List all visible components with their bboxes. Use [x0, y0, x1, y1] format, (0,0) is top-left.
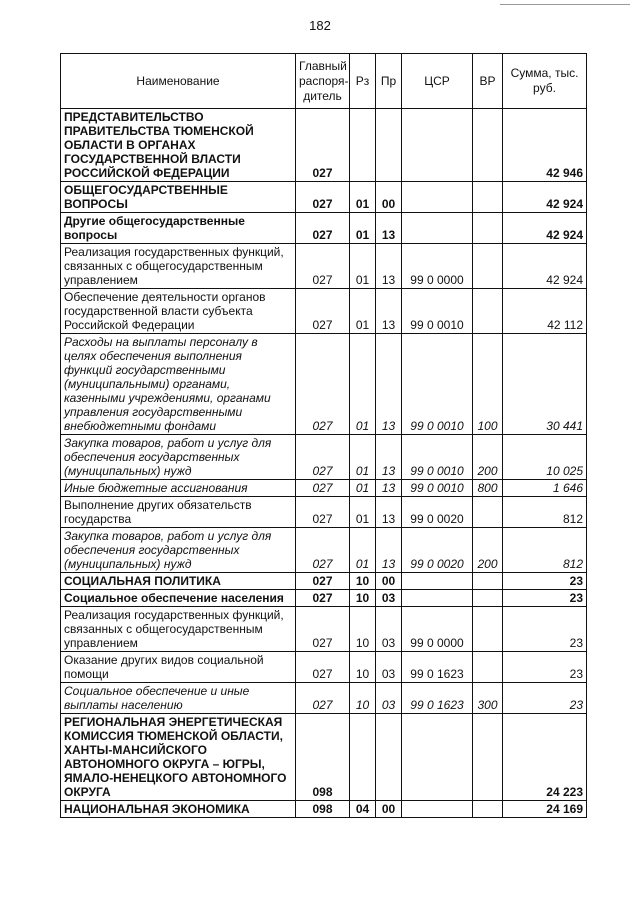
- cell-admin: 098: [296, 801, 350, 818]
- cell-name: Обеспечение деятельности органов государственной власти субъекта Российской Федерации: [61, 289, 296, 334]
- table-row: [61, 683, 587, 714]
- cell-rz: 10: [350, 573, 376, 590]
- cell-sum: 23: [503, 652, 587, 683]
- cell-name: Социальное обеспечение и иные выплаты населению: [61, 683, 296, 714]
- cell-admin: 098: [296, 714, 350, 801]
- cell-name: ОБЩЕГОСУДАРСТВЕННЫЕ ВОПРОСЫ: [61, 182, 296, 213]
- cell-sum: 812: [503, 497, 587, 528]
- table-row: [61, 480, 587, 497]
- table-row: [61, 528, 587, 573]
- cell-pr: 13: [376, 480, 402, 497]
- cell-sum: 1 646: [503, 480, 587, 497]
- cell-pr: 13: [376, 528, 402, 573]
- cell-name: Другие общегосударственные вопросы: [61, 213, 296, 244]
- cell-rz: 01: [350, 334, 376, 435]
- cell-rz: 01: [350, 213, 376, 244]
- cell-sum: 23: [503, 607, 587, 652]
- budget-table: [60, 53, 587, 818]
- cell-rz: 10: [350, 652, 376, 683]
- cell-name: СОЦИАЛЬНАЯ ПОЛИТИКА: [61, 573, 296, 590]
- table-row: [61, 334, 587, 435]
- cell-admin: 027: [296, 480, 350, 497]
- cell-csr: 99 0 0010: [402, 435, 473, 480]
- cell-vr: 200: [473, 435, 503, 480]
- cell-vr: [473, 109, 503, 182]
- cell-pr: 03: [376, 683, 402, 714]
- cell-rz: [350, 109, 376, 182]
- cell-csr: 99 0 0000: [402, 244, 473, 289]
- cell-pr: [376, 109, 402, 182]
- cell-name: ПРЕДСТАВИТЕЛЬСТВО ПРАВИТЕЛЬСТВА ТЮМЕНСКОЙ ОБЛАСТИ В ОРГАНАХ ГОСУДАРСТВЕННОЙ ВЛАСТИ РОССИЙСКОЙ ФЕДЕРАЦИИ: [61, 109, 296, 182]
- cell-vr: [473, 213, 503, 244]
- cell-sum: 42 924: [503, 182, 587, 213]
- cell-vr: [473, 497, 503, 528]
- cell-vr: 300: [473, 683, 503, 714]
- cell-sum: 10 025: [503, 435, 587, 480]
- cell-name: Расходы на выплаты персоналу в целях обеспечения выполнения функций государственными (муниципальными) органами, казенными учреждениями, органами управления государственными внебюджетными фондами: [61, 334, 296, 435]
- table-row: [61, 435, 587, 480]
- cell-pr: 13: [376, 289, 402, 334]
- cell-vr: [473, 714, 503, 801]
- cell-pr: 03: [376, 652, 402, 683]
- cell-vr: 800: [473, 480, 503, 497]
- cell-pr: 03: [376, 607, 402, 652]
- cell-csr: 99 0 0020: [402, 497, 473, 528]
- cell-rz: 01: [350, 289, 376, 334]
- cell-name: Социальное обеспечение населения: [61, 590, 296, 607]
- col-header-pr: Пр: [376, 54, 402, 109]
- cell-vr: [473, 573, 503, 590]
- top-rule: [500, 4, 630, 5]
- table-row: [61, 244, 587, 289]
- cell-csr: [402, 213, 473, 244]
- cell-pr: 13: [376, 497, 402, 528]
- cell-pr: [376, 714, 402, 801]
- cell-sum: 42 924: [503, 244, 587, 289]
- cell-name: НАЦИОНАЛЬНАЯ ЭКОНОМИКА: [61, 801, 296, 818]
- cell-sum: 42 112: [503, 289, 587, 334]
- cell-pr: 13: [376, 244, 402, 289]
- cell-admin: 027: [296, 652, 350, 683]
- cell-admin: 027: [296, 497, 350, 528]
- cell-rz: 04: [350, 801, 376, 818]
- col-header-vr: ВР: [473, 54, 503, 109]
- cell-vr: [473, 801, 503, 818]
- cell-pr: 00: [376, 573, 402, 590]
- cell-name: Выполнение других обязательств государства: [61, 497, 296, 528]
- cell-csr: 99 0 0010: [402, 480, 473, 497]
- cell-pr: 00: [376, 182, 402, 213]
- cell-pr: 03: [376, 590, 402, 607]
- col-header-admin: Главный распоря-дитель: [296, 54, 350, 109]
- col-header-csr: ЦСР: [402, 54, 473, 109]
- cell-name: Закупка товаров, работ и услуг для обеспечения государственных (муниципальных) нужд: [61, 435, 296, 480]
- cell-admin: 027: [296, 573, 350, 590]
- table-row: [61, 801, 587, 818]
- cell-sum: 23: [503, 573, 587, 590]
- cell-csr: 99 0 1623: [402, 683, 473, 714]
- cell-sum: 812: [503, 528, 587, 573]
- table-row: [61, 213, 587, 244]
- table-row: [61, 573, 587, 590]
- cell-rz: 01: [350, 528, 376, 573]
- cell-admin: 027: [296, 590, 350, 607]
- cell-rz: 10: [350, 683, 376, 714]
- cell-csr: [402, 801, 473, 818]
- cell-csr: [402, 714, 473, 801]
- cell-admin: 027: [296, 182, 350, 213]
- cell-admin: 027: [296, 213, 350, 244]
- cell-pr: 00: [376, 801, 402, 818]
- cell-vr: [473, 182, 503, 213]
- cell-name: РЕГИОНАЛЬНАЯ ЭНЕРГЕТИЧЕСКАЯ КОМИССИЯ ТЮМЕНСКОЙ ОБЛАСТИ, ХАНТЫ-МАНСИЙСКОГО АВТОНОМНОГО ОКРУГА – ЮГРЫ, ЯМАЛО-НЕНЕЦКОГО АВТОНОМНОГО ОКРУГА: [61, 714, 296, 801]
- cell-rz: [350, 714, 376, 801]
- page-number: 182: [309, 18, 331, 33]
- cell-rz: 01: [350, 497, 376, 528]
- cell-name: Реализация государственных функций, связанных с общегосударственным управлением: [61, 607, 296, 652]
- cell-admin: 027: [296, 683, 350, 714]
- table-row: [61, 590, 587, 607]
- cell-vr: 200: [473, 528, 503, 573]
- cell-admin: 027: [296, 244, 350, 289]
- cell-name: Закупка товаров, работ и услуг для обеспечения государственных (муниципальных) нужд: [61, 528, 296, 573]
- col-header-sum: Сумма, тыс. руб.: [503, 54, 587, 109]
- cell-rz: 01: [350, 480, 376, 497]
- cell-sum: 24 223: [503, 714, 587, 801]
- cell-admin: 027: [296, 334, 350, 435]
- table-row: [61, 607, 587, 652]
- cell-admin: 027: [296, 109, 350, 182]
- cell-sum: 42 946: [503, 109, 587, 182]
- table-row: [61, 109, 587, 182]
- cell-sum: 24 169: [503, 801, 587, 818]
- cell-admin: 027: [296, 289, 350, 334]
- cell-name: Реализация государственных функций, связанных с общегосударственным управлением: [61, 244, 296, 289]
- cell-pr: 13: [376, 435, 402, 480]
- table-row: [61, 182, 587, 213]
- cell-name: Оказание других видов социальной помощи: [61, 652, 296, 683]
- cell-csr: [402, 182, 473, 213]
- cell-csr: 99 0 0010: [402, 334, 473, 435]
- cell-rz: 01: [350, 435, 376, 480]
- cell-rz: 10: [350, 607, 376, 652]
- cell-csr: 99 0 1623: [402, 652, 473, 683]
- cell-admin: 027: [296, 607, 350, 652]
- cell-admin: 027: [296, 528, 350, 573]
- cell-sum: 42 924: [503, 213, 587, 244]
- cell-vr: [473, 289, 503, 334]
- cell-csr: 99 0 0020: [402, 528, 473, 573]
- cell-sum: 30 441: [503, 334, 587, 435]
- cell-vr: [473, 607, 503, 652]
- cell-rz: 01: [350, 244, 376, 289]
- cell-sum: 23: [503, 590, 587, 607]
- table-row: [61, 497, 587, 528]
- cell-csr: 99 0 0000: [402, 607, 473, 652]
- cell-vr: [473, 652, 503, 683]
- cell-rz: 10: [350, 590, 376, 607]
- col-header-name: Наименование: [61, 54, 296, 109]
- cell-name: Иные бюджетные ассигнования: [61, 480, 296, 497]
- table-row: [61, 714, 587, 801]
- cell-sum: 23: [503, 683, 587, 714]
- cell-csr: [402, 109, 473, 182]
- cell-pr: 13: [376, 213, 402, 244]
- col-header-rz: Рз: [350, 54, 376, 109]
- header-row: [61, 54, 587, 109]
- cell-vr: [473, 244, 503, 289]
- cell-csr: 99 0 0010: [402, 289, 473, 334]
- cell-vr: [473, 590, 503, 607]
- cell-admin: 027: [296, 435, 350, 480]
- cell-rz: 01: [350, 182, 376, 213]
- cell-csr: [402, 573, 473, 590]
- table-row: [61, 652, 587, 683]
- cell-pr: 13: [376, 334, 402, 435]
- table-row: [61, 289, 587, 334]
- cell-csr: [402, 590, 473, 607]
- cell-vr: 100: [473, 334, 503, 435]
